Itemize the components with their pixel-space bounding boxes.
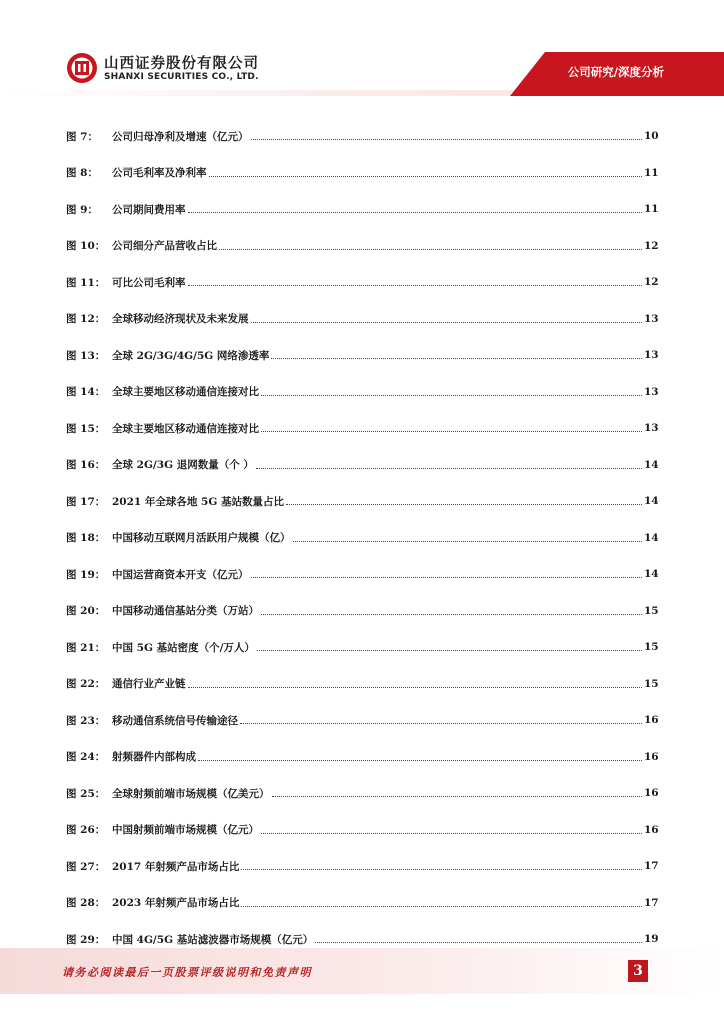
- figure-title: 全球 2G/3G/4G/5G 网络渗透率: [112, 349, 270, 362]
- dot-leader: [209, 175, 643, 177]
- toc-entry[interactable]: [66, 191, 658, 228]
- toc-entry[interactable]: [66, 264, 658, 301]
- figure-number: 图 13：: [66, 349, 106, 362]
- toc-entry[interactable]: [66, 374, 658, 411]
- figure-title: 射频器件内部构成: [112, 751, 196, 764]
- dot-leader: [198, 759, 642, 761]
- figure-title: 中国射频前端市场规模（亿元）: [112, 824, 259, 837]
- page-ref: 13: [644, 422, 659, 435]
- figure-title: 中国 4G/5G 基站滤波器市场规模（亿元）: [112, 933, 314, 946]
- header-banner: [0, 0, 724, 100]
- page-ref: 13: [644, 385, 659, 398]
- toc-entry[interactable]: [66, 885, 658, 922]
- page-ref: 16: [644, 750, 659, 763]
- page-ref: 11: [644, 203, 659, 216]
- figure-title: 2021 年全球各地 5G 基站数量占比: [112, 495, 284, 508]
- figure-title: 中国运营商资本开支（亿元）: [112, 568, 249, 581]
- dot-leader: [261, 613, 642, 615]
- figure-title: 2023 年射频产品市场占比: [112, 897, 240, 910]
- figure-title: 公司期间费用率: [112, 203, 186, 216]
- page-ref: 16: [644, 787, 659, 800]
- page-number: 3: [628, 960, 648, 982]
- toc-entry[interactable]: [66, 118, 658, 155]
- toc-entry[interactable]: [66, 483, 658, 520]
- page-footer: [0, 948, 724, 994]
- section-tag: 公司研究/深度分析: [567, 65, 664, 79]
- toc-entry[interactable]: [66, 337, 658, 374]
- figure-number: 图 19：: [66, 568, 106, 581]
- page-ref: 15: [644, 677, 659, 690]
- figure-title: 全球主要地区移动通信连接对比: [112, 386, 259, 399]
- dot-leader: [256, 467, 642, 469]
- figure-title: 2017 年射频产品市场占比: [112, 860, 240, 873]
- figure-title: 公司归母净利及增速（亿元）: [112, 130, 249, 143]
- page-ref: 14: [644, 495, 659, 508]
- dot-leader: [188, 686, 643, 688]
- page-ref: 17: [644, 896, 659, 909]
- page-ref: 13: [644, 349, 659, 362]
- page-ref: 16: [644, 823, 659, 836]
- dot-leader: [261, 394, 642, 396]
- figure-title: 中国移动互联网月活跃用户规模（亿）: [112, 532, 291, 545]
- page-ref: 12: [644, 276, 659, 289]
- figure-list: [66, 118, 658, 958]
- dot-leader: [251, 321, 643, 323]
- figure-number: 图 8：: [66, 167, 98, 180]
- figure-number: 图 28：: [66, 897, 106, 910]
- dot-leader: [315, 941, 642, 943]
- figure-title: 全球主要地区移动通信连接对比: [112, 422, 259, 435]
- page-ref: 11: [644, 166, 659, 179]
- toc-entry[interactable]: [66, 447, 658, 484]
- figure-number: 图 17：: [66, 495, 106, 508]
- figure-title: 中国移动通信基站分类（万站）: [112, 605, 259, 618]
- figure-number: 图 27：: [66, 860, 106, 873]
- disclaimer-notice: 请务必阅读最后一页股票评级说明和免责声明: [62, 966, 312, 979]
- toc-entry[interactable]: [66, 301, 658, 338]
- dot-leader: [241, 868, 642, 870]
- page-ref: 19: [644, 933, 659, 946]
- figure-number: 图 22：: [66, 678, 106, 691]
- dot-leader: [188, 211, 643, 213]
- toc-entry[interactable]: [66, 739, 658, 776]
- toc-entry[interactable]: [66, 520, 658, 557]
- figure-number: 图 10：: [66, 240, 106, 253]
- figure-number: 图 7：: [66, 130, 98, 143]
- figure-number: 图 16：: [66, 459, 106, 472]
- figure-title: 全球 2G/3G 退网数量（个 ）: [112, 459, 254, 472]
- page-ref: 15: [644, 641, 659, 654]
- dot-leader: [257, 649, 642, 651]
- figure-title: 公司毛利率及净利率: [112, 167, 207, 180]
- dot-leader: [219, 248, 642, 250]
- figure-title: 移动通信系统信号传输途径: [112, 714, 238, 727]
- toc-entry[interactable]: [66, 228, 658, 265]
- figure-title: 可比公司毛利率: [112, 276, 186, 289]
- figure-title: 中国 5G 基站密度（个/万人）: [112, 641, 255, 654]
- company-name-en: SHANXI SECURITIES CO., LTD.: [104, 72, 259, 82]
- figure-number: 图 21：: [66, 641, 106, 654]
- figure-title: 通信行业产业链: [112, 678, 186, 691]
- dot-leader: [286, 503, 642, 505]
- dot-leader: [293, 540, 643, 542]
- toc-entry[interactable]: [66, 775, 658, 812]
- dot-leader: [261, 832, 642, 834]
- figure-number: 图 20：: [66, 605, 106, 618]
- page-ref: 13: [644, 312, 659, 325]
- figure-title: 公司细分产品营收占比: [112, 240, 217, 253]
- figure-number: 图 26：: [66, 824, 106, 837]
- dot-leader: [272, 795, 643, 797]
- page-ref: 14: [644, 458, 659, 471]
- figure-title: 全球射频前端市场规模（亿美元）: [112, 787, 270, 800]
- page-ref: 12: [644, 239, 659, 252]
- toc-entry[interactable]: [66, 410, 658, 447]
- page-ref: 16: [644, 714, 659, 727]
- toc-entry[interactable]: [66, 666, 658, 703]
- page-ref: 14: [644, 531, 659, 544]
- dot-leader: [188, 284, 643, 286]
- figure-number: 图 11：: [66, 276, 106, 289]
- toc-entry[interactable]: [66, 629, 658, 666]
- figure-title: 全球移动经济现状及未来发展: [112, 313, 249, 326]
- page-ref: 15: [644, 604, 659, 617]
- figure-number: 图 24：: [66, 751, 106, 764]
- toc-entry[interactable]: [66, 702, 658, 739]
- figure-number: 图 23：: [66, 714, 106, 727]
- company-name-cn: 山西证券股份有限公司: [104, 56, 259, 72]
- dot-leader: [251, 576, 643, 578]
- dot-leader: [251, 138, 643, 140]
- page-header: [0, 0, 724, 100]
- toc-entry[interactable]: [66, 155, 658, 192]
- dot-leader: [241, 905, 642, 907]
- figure-number: 图 14：: [66, 386, 106, 399]
- figure-number: 图 25：: [66, 787, 106, 800]
- toc-entry[interactable]: [66, 812, 658, 849]
- figure-number: 图 15：: [66, 422, 106, 435]
- figure-number: 图 18：: [66, 532, 106, 545]
- figure-number: 图 9：: [66, 203, 98, 216]
- dot-leader: [261, 430, 642, 432]
- page-ref: 10: [644, 130, 659, 143]
- toc-entry[interactable]: [66, 593, 658, 630]
- figure-number: 图 29：: [66, 933, 106, 946]
- company-logo-icon: [66, 52, 98, 84]
- page-ref: 14: [644, 568, 659, 581]
- page-ref: 17: [644, 860, 659, 873]
- dot-leader: [240, 722, 642, 724]
- dot-leader: [271, 357, 642, 359]
- toc-entry[interactable]: [66, 848, 658, 885]
- figure-number: 图 12：: [66, 313, 106, 326]
- toc-entry[interactable]: [66, 556, 658, 593]
